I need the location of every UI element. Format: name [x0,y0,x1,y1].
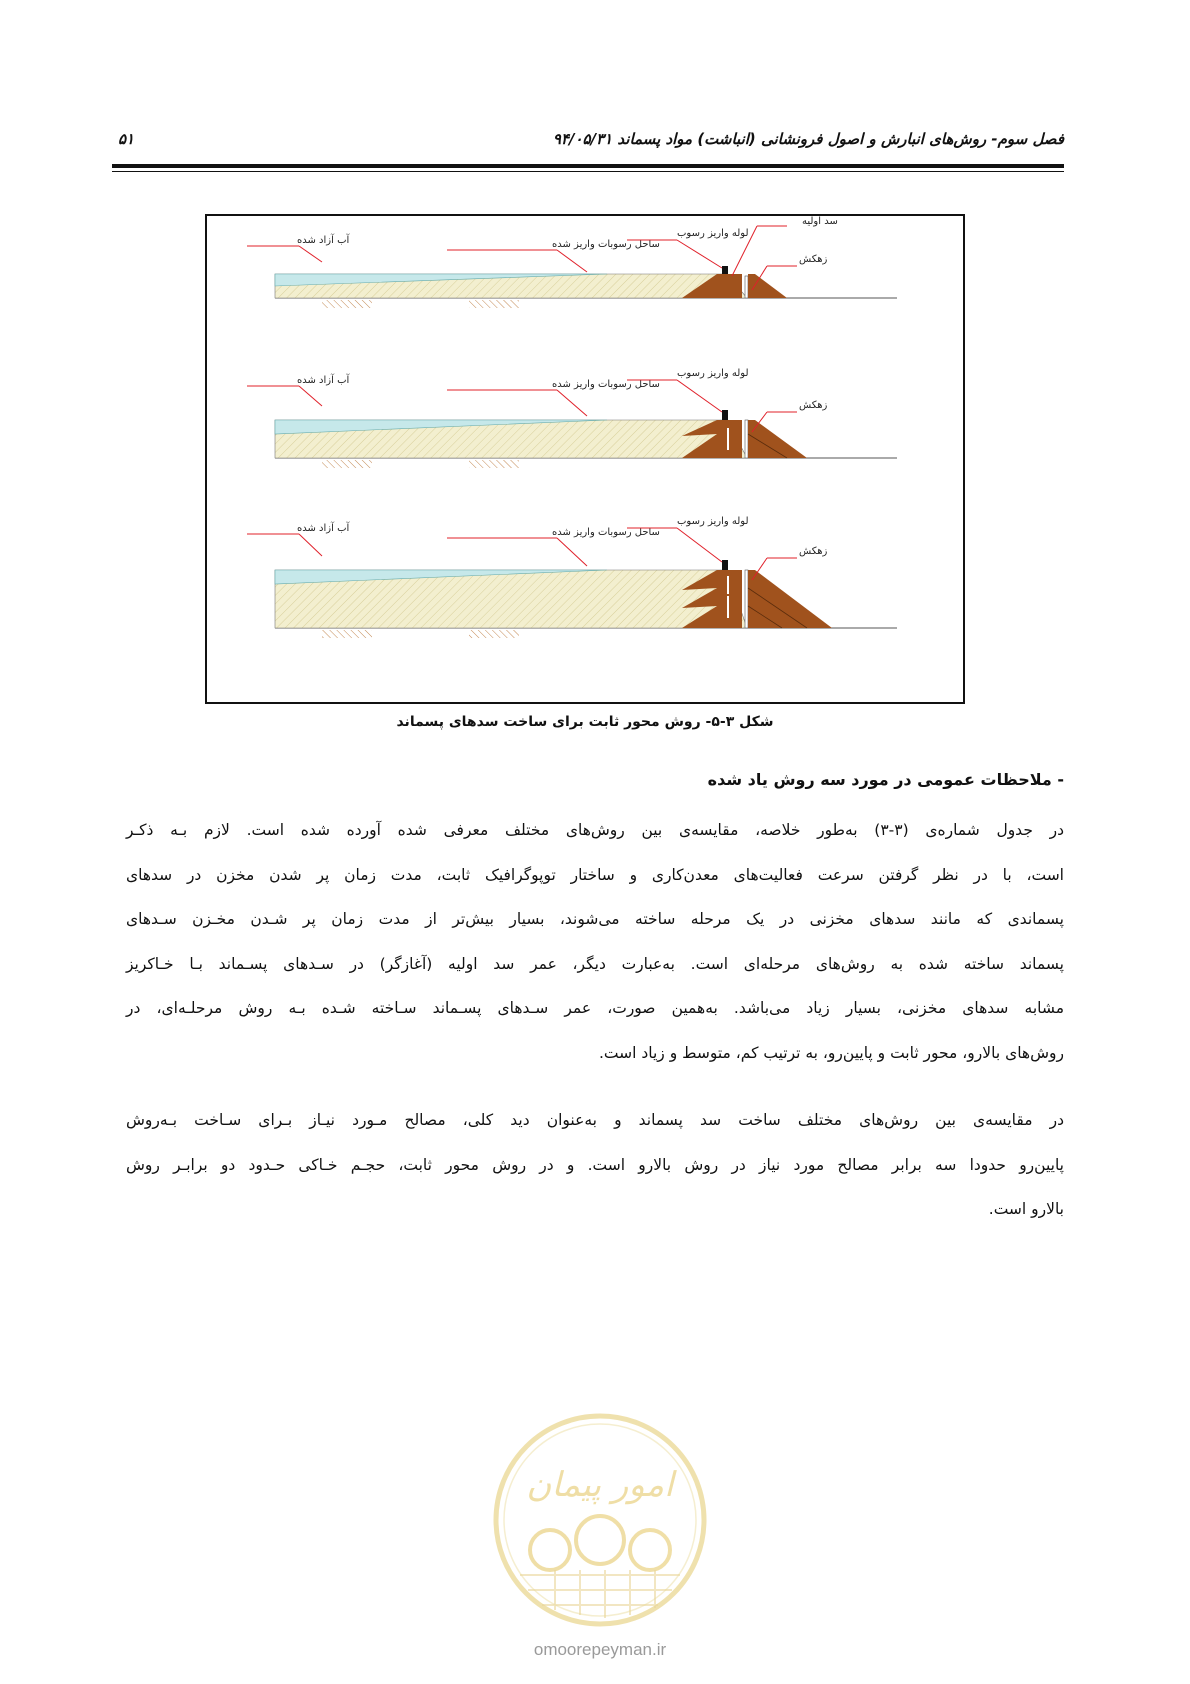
discharge-pipe [722,266,728,274]
label-initial-dam: سد اولیه [802,216,838,227]
seal-icon [480,1400,720,1640]
paragraph-1 [126,808,1064,1075]
label-pipe: لوله واریز رسوب [677,516,749,527]
label-beach: ساحل رسوبات واریز شده [552,527,660,538]
paragraph-line: در مقایسه‌ی بین روش‌های مختلف ساخت سد پسماند و به‌عنوان دید کلی، مصالح مـورد نیـاز بـرای سـاخت بـه‌روش [126,1111,1064,1129]
gear-icon [530,1516,670,1570]
label-drain: زهکش [799,254,828,265]
label-beach: ساحل رسوبات واریز شده [552,379,660,390]
paragraph-line: مشابه سدهای مخزنی، بسیار زیاد می‌باشد. به‌همین صورت، عمر سـدهای پسـماند سـاخته شـده بـه روش مرحلـه‌ای، در [126,999,1064,1017]
page-number: ۵۱ [118,130,135,148]
label-water: آب آزاد شده [297,375,350,386]
panel-third-stage [247,516,897,638]
panel-second-stage [247,368,897,468]
paragraph-line: پسماندی که مانند سدهای مخزنی در یک مرحله ساخته می‌شوند، بسیار بیش‌تر از مدت زمان پر شـدن مخـزن سـدهای [126,910,1064,928]
paragraph-line: است، با در نظر گرفتن سرعت فعالیت‌های معدن‌کاری و ساختار توپوگرافیک ثابت، مدت زمان پر شدن مخزن در سدهای [126,865,1064,884]
drain [745,276,748,298]
header-rule-thick [112,164,1064,168]
paragraph-line: بالارو است. [988,1200,1064,1218]
paragraph-line: پسماند ساخته شده به روش‌های مرحله‌ای است. به‌عبارت دیگر، عمر سد اولیه (آغازگر) در سـدهای پسـماند بـا خـاکریز [126,954,1064,973]
paragraph-line: روش‌های بالارو، محور ثابت و پایین‌رو، به ترتیب کم، متوسط و زیاد است. [599,1043,1064,1062]
dam-construction-figure [205,214,965,704]
page-header [118,128,1064,160]
label-beach: ساحل رسوبات واریز شده [552,239,660,250]
figure-caption: شکل ۳-۵- روش محور ثابت برای ساخت سدهای پسماند [396,714,774,730]
logo-text: امور پیمان [526,1465,674,1505]
label-drain: زهکش [799,400,828,411]
dam-diagram [207,216,963,702]
watermark-logo [480,1400,720,1670]
label-water: آب آزاد شده [297,523,350,534]
chapter-title: فصل سوم- روش‌های انبارش و اصول فرونشانی (انباشت) مواد پسماند ۹۴/۰۵/۳۱ [552,130,1064,148]
label-water: آب آزاد شده [297,235,350,246]
section-heading: - ملاحظات عمومی در مورد سه روش یاد شده [707,770,1064,789]
paragraph-line: در جدول شماره‌ی (۳-۳) به‌طور خلاصه، مقایسه‌ی بین روش‌های مختلف معرفی شده آورده شده است. لازم بـه ذکـر [126,821,1064,839]
label-drain: زهکش [799,546,828,557]
paragraph-2 [126,1098,1064,1232]
panel-initial-dam [247,216,897,308]
paragraph-line: پایین‌رو حدودا سه برابر مصالح مورد نیاز در روش بالارو است. و در روش محور ثابت، حجـم خـاکی حـدود دو برابـر روش [126,1155,1064,1174]
watermark-url: omoorepeyman.ir [533,1640,667,1659]
label-pipe: لوله واریز رسوب [677,368,749,379]
label-pipe: لوله واریز رسوب [677,228,749,239]
header-rule-thin [112,171,1064,172]
